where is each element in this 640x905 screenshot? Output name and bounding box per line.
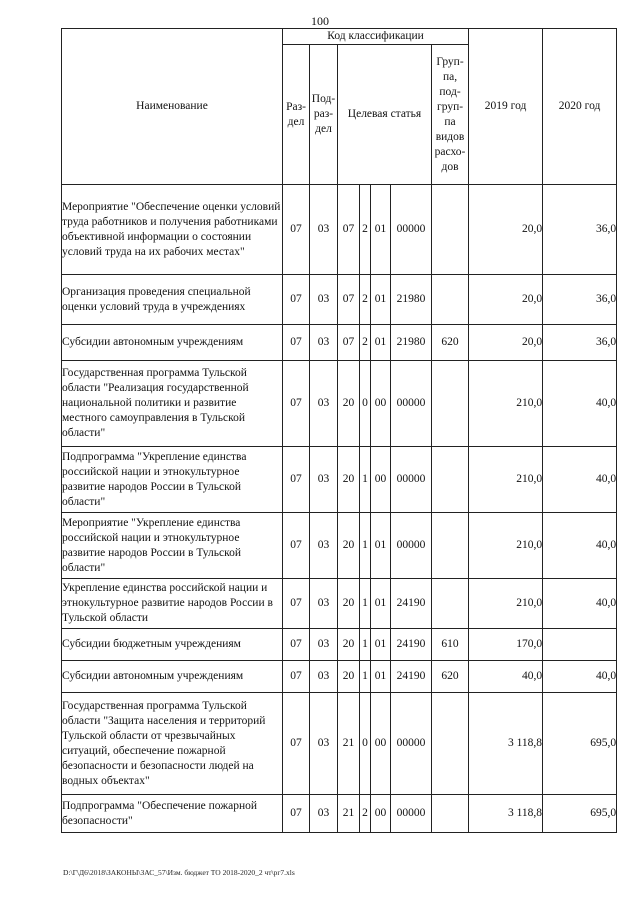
row-name: Подпрограмма "Обеспечение пожарной безопасности" [62, 795, 283, 833]
row-name: Государственная программа Тульской области "Реализация государственной национальной политики и развитие местного самоуправления в Тульской области" [62, 361, 283, 447]
table-row [62, 579, 617, 629]
row-amount-2019: 20,0 [469, 325, 543, 361]
table-row [62, 661, 617, 693]
row-expense-group [432, 513, 469, 579]
row-target-event: 00 [371, 795, 391, 833]
row-amount-2020 [543, 629, 617, 661]
table-row [62, 693, 617, 795]
file-path-footer: D:\Г\Д6\2018\ЗАКОНЫ\ЗАС_57\Изм. бюджет ТО 2018-2020_2 чт\рг7.xls [63, 868, 295, 877]
table-row [62, 447, 617, 513]
row-amount-2019: 210,0 [469, 361, 543, 447]
row-target-subprogram: 1 [360, 661, 371, 693]
table-row [62, 325, 617, 361]
row-razdel: 07 [283, 447, 310, 513]
row-target-direction: 00000 [391, 795, 432, 833]
row-amount-2019: 20,0 [469, 275, 543, 325]
page-number: 100 [311, 14, 329, 28]
row-target-event: 01 [371, 661, 391, 693]
row-expense-group [432, 447, 469, 513]
row-amount-2019: 210,0 [469, 579, 543, 629]
header-target-article: Целевая статья [338, 45, 432, 185]
row-razdel: 07 [283, 275, 310, 325]
row-target-direction: 21980 [391, 325, 432, 361]
row-razdel: 07 [283, 693, 310, 795]
row-podrazdel: 03 [310, 513, 338, 579]
row-target-subprogram: 1 [360, 447, 371, 513]
row-razdel: 07 [283, 185, 310, 275]
row-amount-2019: 170,0 [469, 629, 543, 661]
row-podrazdel: 03 [310, 661, 338, 693]
header-name: Наименование [62, 29, 283, 185]
table-row [62, 629, 617, 661]
row-target-direction: 21980 [391, 275, 432, 325]
row-razdel: 07 [283, 513, 310, 579]
row-amount-2019: 210,0 [469, 447, 543, 513]
row-amount-2020: 40,0 [543, 361, 617, 447]
row-target-program: 21 [338, 795, 360, 833]
row-target-subprogram: 0 [360, 361, 371, 447]
row-target-direction: 00000 [391, 185, 432, 275]
row-target-event: 01 [371, 629, 391, 661]
row-amount-2020: 40,0 [543, 513, 617, 579]
row-amount-2019: 40,0 [469, 661, 543, 693]
row-target-event: 01 [371, 185, 391, 275]
row-target-direction: 00000 [391, 361, 432, 447]
row-expense-group [432, 579, 469, 629]
row-name: Организация проведения специальной оценки условий труда в учреждениях [62, 275, 283, 325]
row-target-subprogram: 1 [360, 513, 371, 579]
row-podrazdel: 03 [310, 275, 338, 325]
row-target-direction: 24190 [391, 629, 432, 661]
row-target-program: 20 [338, 513, 360, 579]
row-amount-2020: 36,0 [543, 275, 617, 325]
row-target-program: 07 [338, 185, 360, 275]
row-podrazdel: 03 [310, 325, 338, 361]
row-podrazdel: 03 [310, 447, 338, 513]
row-target-program: 20 [338, 629, 360, 661]
row-amount-2020: 695,0 [543, 693, 617, 795]
row-podrazdel: 03 [310, 579, 338, 629]
row-target-subprogram: 2 [360, 325, 371, 361]
row-name: Субсидии бюджетным учреждениям [62, 629, 283, 661]
row-amount-2020: 40,0 [543, 579, 617, 629]
row-target-direction: 00000 [391, 447, 432, 513]
budget-table [61, 28, 617, 833]
row-target-program: 21 [338, 693, 360, 795]
row-amount-2019: 210,0 [469, 513, 543, 579]
row-razdel: 07 [283, 361, 310, 447]
row-target-event: 01 [371, 579, 391, 629]
row-razdel: 07 [283, 629, 310, 661]
row-name: Укрепление единства российской нации и этнокультурное развитие народов России в Тульской области [62, 579, 283, 629]
table-row [62, 513, 617, 579]
row-razdel: 07 [283, 325, 310, 361]
row-target-direction: 00000 [391, 513, 432, 579]
row-expense-group: 620 [432, 325, 469, 361]
row-name: Субсидии автономным учреждениям [62, 325, 283, 361]
row-expense-group [432, 693, 469, 795]
row-expense-group [432, 185, 469, 275]
row-target-subprogram: 1 [360, 629, 371, 661]
row-podrazdel: 03 [310, 185, 338, 275]
row-target-program: 20 [338, 447, 360, 513]
table-row [62, 795, 617, 833]
row-podrazdel: 03 [310, 795, 338, 833]
header-podrazdel: Под- раз- дел [310, 45, 338, 185]
row-amount-2019: 3 118,8 [469, 693, 543, 795]
row-amount-2019: 3 118,8 [469, 795, 543, 833]
row-name: Мероприятие "Укрепление единства российской нации и этнокультурное развитие народов России в Тульской области" [62, 513, 283, 579]
row-target-subprogram: 2 [360, 795, 371, 833]
table-row [62, 275, 617, 325]
row-target-program: 07 [338, 325, 360, 361]
row-name: Мероприятие "Обеспечение оценки условий труда работников и получения работниками объективной информации о состоянии условий труда на их рабочих местах" [62, 185, 283, 275]
row-podrazdel: 03 [310, 693, 338, 795]
row-amount-2020: 36,0 [543, 185, 617, 275]
table-row [62, 185, 617, 275]
row-target-direction: 00000 [391, 693, 432, 795]
row-expense-group [432, 275, 469, 325]
row-amount-2019: 20,0 [469, 185, 543, 275]
row-expense-group [432, 795, 469, 833]
row-target-program: 20 [338, 579, 360, 629]
row-amount-2020: 36,0 [543, 325, 617, 361]
row-target-program: 20 [338, 661, 360, 693]
row-podrazdel: 03 [310, 629, 338, 661]
row-target-program: 07 [338, 275, 360, 325]
row-target-program: 20 [338, 361, 360, 447]
header-expense-group: Груп- па, под- груп- па видов расхо- дов [432, 45, 469, 185]
header-code: Код классификации [283, 29, 469, 45]
row-target-event: 01 [371, 275, 391, 325]
row-name: Субсидии автономным учреждениям [62, 661, 283, 693]
row-razdel: 07 [283, 795, 310, 833]
row-expense-group: 620 [432, 661, 469, 693]
row-target-event: 00 [371, 361, 391, 447]
row-target-subprogram: 2 [360, 275, 371, 325]
row-target-subprogram: 0 [360, 693, 371, 795]
header-razdel: Раз- дел [283, 45, 310, 185]
row-expense-group [432, 361, 469, 447]
row-razdel: 07 [283, 661, 310, 693]
row-amount-2020: 695,0 [543, 795, 617, 833]
row-podrazdel: 03 [310, 361, 338, 447]
row-target-event: 01 [371, 325, 391, 361]
row-expense-group: 610 [432, 629, 469, 661]
row-target-direction: 24190 [391, 661, 432, 693]
row-razdel: 07 [283, 579, 310, 629]
row-amount-2020: 40,0 [543, 661, 617, 693]
row-name: Государственная программа Тульской области "Защита населения и территорий Тульской области от чрезвычайных ситуаций, обеспечение пожарной безопасности и безопасности людей на водных объектах" [62, 693, 283, 795]
row-target-subprogram: 1 [360, 579, 371, 629]
row-amount-2020: 40,0 [543, 447, 617, 513]
row-target-event: 00 [371, 447, 391, 513]
row-target-event: 00 [371, 693, 391, 795]
row-target-subprogram: 2 [360, 185, 371, 275]
table-row [62, 361, 617, 447]
header-year-2019: 2019 год [469, 29, 543, 185]
header-year-2020: 2020 год [543, 29, 617, 185]
row-target-event: 01 [371, 513, 391, 579]
row-name: Подпрограмма "Укрепление единства российской нации и этнокультурное развитие народов России в Тульской области" [62, 447, 283, 513]
row-target-direction: 24190 [391, 579, 432, 629]
